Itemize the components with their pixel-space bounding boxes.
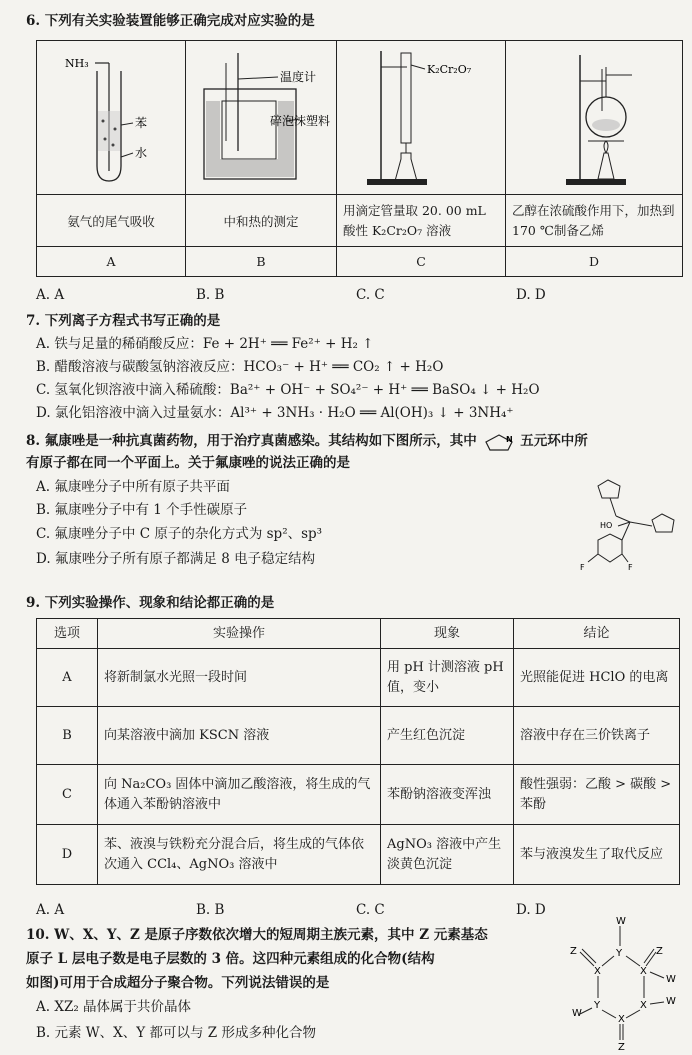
q9-option-a[interactable]: A. A bbox=[36, 902, 65, 918]
fluorine-left-label: F bbox=[580, 563, 585, 572]
q7-option-a[interactable]: A. 铁与足量的稀硝酸反应：Fe + 2H⁺ ══ Fe²⁺ + H₂ ↑ bbox=[36, 336, 374, 352]
q9-header-phenomenon: 现象 bbox=[381, 619, 514, 649]
water-label: 水 bbox=[135, 146, 148, 160]
q10-option-a[interactable]: A. XZ₂ 晶体属于共价晶体 bbox=[36, 999, 192, 1015]
q6-desc-a: 氨气的尾气吸收 bbox=[37, 195, 186, 247]
atom-y: Y bbox=[594, 1000, 601, 1011]
q6-desc-b: 中和热的测定 bbox=[186, 195, 337, 247]
triazole-ring-icon bbox=[482, 433, 516, 451]
thermometer-label: 温度计 bbox=[280, 70, 317, 84]
q8-stem-part1: 8. 氟康唑是一种抗真菌药物，用于治疗真菌感染。其结构如下图所示，其中 bbox=[26, 433, 477, 449]
atom-z: Z bbox=[656, 946, 663, 957]
atom-w: W bbox=[666, 996, 676, 1007]
q7-option-b[interactable]: B. 醋酸溶液与碳酸氢钠溶液反应：HCO₃⁻ + H⁺ ══ CO₂ ↑ + H₂O bbox=[36, 359, 444, 375]
q9-row-phenomenon: AgNO₃ 溶液中产生淡黄色沉淀 bbox=[381, 825, 514, 885]
q9-row-phenomenon: 苯酚钠溶液变浑浊 bbox=[381, 765, 514, 825]
q6-letter-d: D bbox=[506, 247, 683, 277]
atom-z: Z bbox=[570, 946, 577, 957]
foam-label: 碎泡沫塑料 bbox=[270, 114, 331, 128]
table-row bbox=[37, 825, 680, 885]
atom-x: X bbox=[618, 1014, 625, 1025]
q9-table bbox=[36, 618, 680, 885]
q9-row-conclusion: 光照能促进 HClO 的电离 bbox=[514, 649, 680, 707]
q6-desc-c: 用滴定管量取 20. 00 mL 酸性 K₂Cr₂O₇ 溶液 bbox=[337, 195, 506, 247]
q9-row-operation: 苯、液溴与铁粉充分混合后，将生成的气体依次通入 CCl₄、AgNO₃ 溶液中 bbox=[98, 825, 381, 885]
q6-table bbox=[36, 40, 683, 277]
q7-option-c[interactable]: C. 氢氧化钡溶液中滴入稀硫酸：Ba²⁺ + OH⁻ + SO₄²⁻ + H⁺ ══ BaSO₄ ↓ + H₂O bbox=[36, 382, 540, 398]
q6-apparatus-a bbox=[37, 41, 186, 195]
atom-z: Z bbox=[618, 1042, 625, 1052]
fluorine-right-label: F bbox=[628, 563, 633, 572]
q6-desc-d: 乙醇在浓硫酸作用下，加热到170 ℃制备乙烯 bbox=[506, 195, 683, 247]
triazole-n-label: N bbox=[505, 434, 513, 444]
ethylene-prep-diagram bbox=[506, 41, 682, 191]
q10-stem-line3: 如图)可用于合成超分子聚合物。下列说法错误的是 bbox=[26, 975, 330, 991]
q9-row-operation: 将新制氯水光照一段时间 bbox=[98, 649, 381, 707]
k2cr2o7-label: K₂Cr₂O₇ bbox=[427, 63, 472, 76]
q10-stem-line2: 原子 L 层电子数是电子层数的 3 倍。这四种元素组成的化合物(结构 bbox=[26, 951, 435, 967]
atom-w: W bbox=[666, 974, 676, 985]
atom-x: X bbox=[640, 966, 647, 977]
atom-x: X bbox=[594, 966, 601, 977]
titration-diagram bbox=[337, 41, 505, 191]
q9-row-phenomenon: 产生红色沉淀 bbox=[381, 707, 514, 765]
nh3-absorption-diagram bbox=[37, 41, 185, 191]
q6-option-c[interactable]: C. C bbox=[356, 287, 385, 303]
q6-letter-c: C bbox=[337, 247, 506, 277]
q9-option-b[interactable]: B. B bbox=[196, 902, 225, 918]
nh3-label: NH₃ bbox=[65, 57, 89, 70]
atom-y: Y bbox=[616, 948, 623, 959]
table-row bbox=[37, 707, 680, 765]
q9-row-option: D bbox=[37, 825, 98, 885]
q9-row-option: B bbox=[37, 707, 98, 765]
q9-row-phenomenon: 用 pH 计测溶液 pH 值，变小 bbox=[381, 649, 514, 707]
q6-option-d[interactable]: D. D bbox=[516, 287, 546, 303]
calorimeter-diagram bbox=[186, 41, 336, 191]
q9-header-conclusion: 结论 bbox=[514, 619, 680, 649]
q9-option-c[interactable]: C. C bbox=[356, 902, 385, 918]
atom-w: W bbox=[572, 1008, 582, 1019]
q9-row-operation: 向 Na₂CO₃ 固体中滴加乙酸溶液，将生成的气体通入苯酚钠溶液中 bbox=[98, 765, 381, 825]
q9-row-conclusion: 溶液中存在三价铁离子 bbox=[514, 707, 680, 765]
q6-apparatus-d bbox=[506, 41, 683, 195]
q9-row-option: A bbox=[37, 649, 98, 707]
supramolecular-structure bbox=[556, 912, 686, 1052]
q8-option-d[interactable]: D. 氟康唑分子所有原子都满足 8 电子稳定结构 bbox=[36, 551, 316, 567]
fluconazole-structure bbox=[560, 470, 690, 585]
q7-option-d[interactable]: D. 氯化铝溶液中滴入过量氨水：Al³⁺ + 3NH₃ · H₂O ══ Al(OH)₃ ↓ + 3NH₄⁺ bbox=[36, 405, 514, 421]
q8-option-a[interactable]: A. 氟康唑分子中所有原子共平面 bbox=[36, 479, 230, 495]
q8-option-c[interactable]: C. 氟康唑分子中 C 原子的杂化方式为 sp²、sp³ bbox=[36, 526, 323, 542]
q9-option-d[interactable]: D. D bbox=[516, 902, 546, 918]
q9-row-conclusion: 苯与液溴发生了取代反应 bbox=[514, 825, 680, 885]
table-row bbox=[37, 765, 680, 825]
q9-row-conclusion: 酸性强弱：乙酸 > 碳酸 > 苯酚 bbox=[514, 765, 680, 825]
q9-row-operation: 向某溶液中滴加 KSCN 溶液 bbox=[98, 707, 381, 765]
q9-header-option: 选项 bbox=[37, 619, 98, 649]
atom-w: W bbox=[616, 916, 626, 927]
benzene-label: 苯 bbox=[135, 116, 148, 130]
q6-apparatus-c bbox=[337, 41, 506, 195]
q6-stem: 6. 下列有关实验装置能够正确完成对应实验的是 bbox=[26, 13, 315, 29]
q6-option-a[interactable]: A. A bbox=[36, 287, 65, 303]
q8-stem-part1b: 五元环中所 bbox=[520, 433, 588, 449]
q8-option-b[interactable]: B. 氟康唑分子中有 1 个手性碳原子 bbox=[36, 502, 248, 518]
q6-letter-b: B bbox=[186, 247, 337, 277]
q8-stem-line2: 有原子都在同一个平面上。关于氟康唑的说法正确的是 bbox=[26, 455, 350, 471]
q6-option-b[interactable]: B. B bbox=[196, 287, 225, 303]
q6-letter-a: A bbox=[37, 247, 186, 277]
q9-header-operation: 实验操作 bbox=[98, 619, 381, 649]
table-row bbox=[37, 649, 680, 707]
q6-apparatus-b bbox=[186, 41, 337, 195]
q10-stem-line1: 10. W、X、Y、Z 是原子序数依次增大的短周期主族元素，其中 Z 元素基态 bbox=[26, 927, 488, 943]
q10-option-b[interactable]: B. 元素 W、X、Y 都可以与 Z 形成多种化合物 bbox=[36, 1025, 316, 1041]
q7-stem: 7. 下列离子方程式书写正确的是 bbox=[26, 313, 221, 329]
q9-row-option: C bbox=[37, 765, 98, 825]
ho-label: HO bbox=[600, 521, 613, 530]
atom-x: X bbox=[640, 1000, 647, 1011]
q9-stem: 9. 下列实验操作、现象和结论都正确的是 bbox=[26, 595, 275, 611]
q8-stem-line1 bbox=[26, 432, 588, 451]
